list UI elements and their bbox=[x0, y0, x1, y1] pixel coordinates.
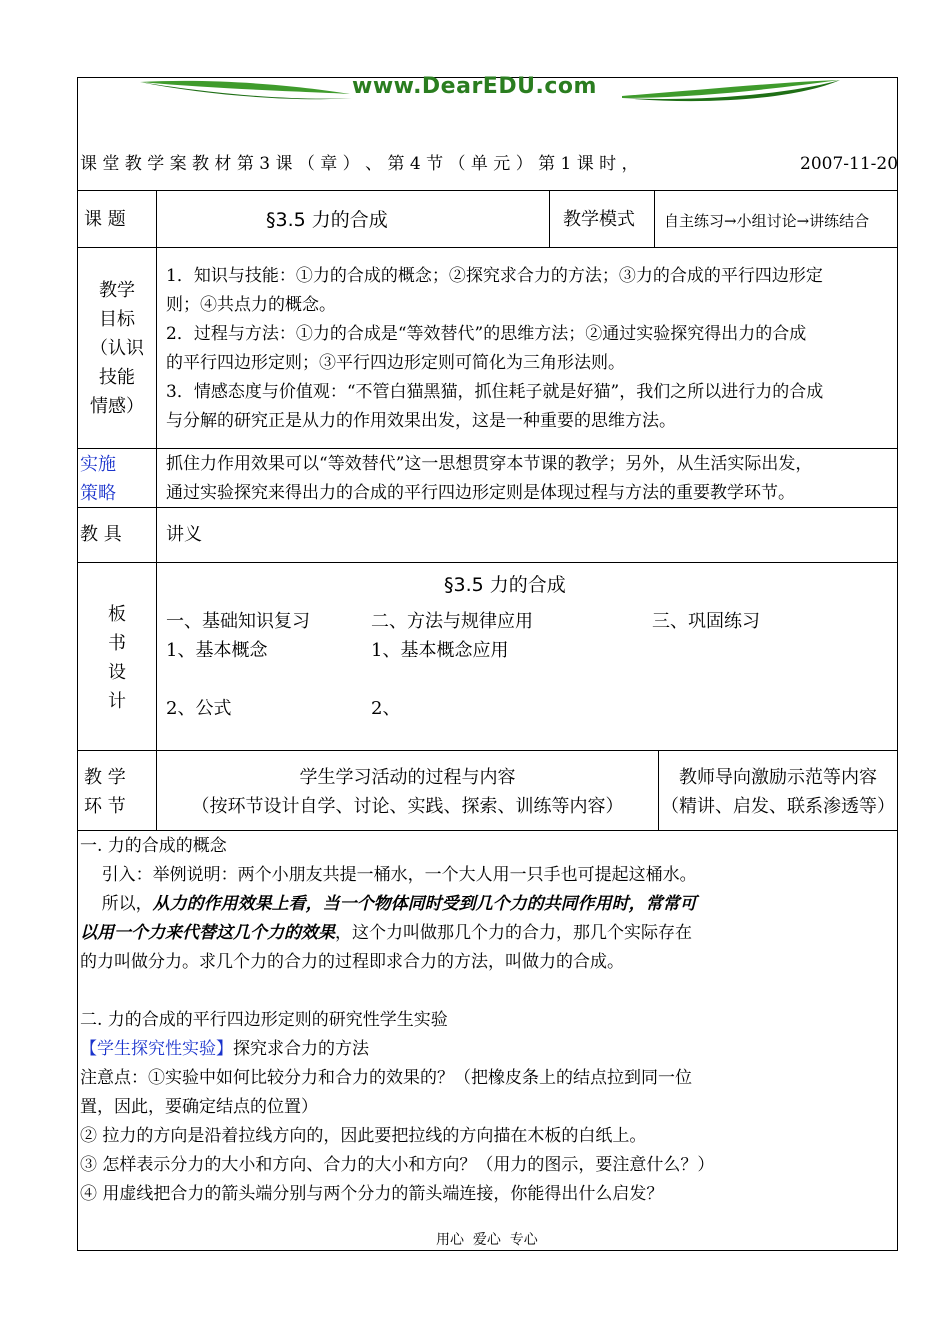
goals-line: 则；④共点力的概念。 bbox=[166, 295, 336, 315]
note-line: ④ 用虚线把合力的箭头端分别与两个分力的箭头端连接，你能得出什么启发？ bbox=[80, 1184, 664, 1204]
board-label-line: 板 bbox=[108, 604, 126, 625]
board-item: 三、巩固练习 bbox=[652, 611, 760, 632]
page-footer: 用心 爱心 专心 bbox=[436, 1232, 538, 1248]
board-col-1 bbox=[166, 607, 310, 723]
topic-label: 课 题 bbox=[84, 209, 126, 230]
section-1-intro: 引入：举例说明：两个小朋友共提一桶水，一个大人用一只手也可提起这桶水。 bbox=[80, 865, 697, 885]
board-label bbox=[78, 600, 156, 716]
board-label-line: 设 bbox=[108, 662, 126, 683]
goals-line: 1．知识与技能：①力的合成的概念；②探究求合力的方法；③力的合成的平行四边形定 bbox=[166, 266, 823, 286]
note-line: ② 拉力的方向是沿着拉线方向的，因此要把拉线的方向描在木板的白纸上。 bbox=[80, 1126, 647, 1146]
tools-label: 教 具 bbox=[80, 524, 122, 545]
row-divider bbox=[77, 448, 898, 449]
section-1-title: 一. 力的合成的概念 bbox=[80, 836, 227, 856]
row-divider bbox=[77, 750, 898, 751]
experiment-tag: 【学生探究性实验】 bbox=[80, 1039, 233, 1059]
section-1-paragraph-line bbox=[80, 919, 714, 948]
board-item: 1、基本概念 bbox=[166, 640, 268, 661]
goals-line: 2．过程与方法：①力的合成是“等效替代”的思维方法；②通过实验探究得出力的合成 bbox=[166, 324, 807, 344]
process-header-line: （精讲、启发、联系渗透等） bbox=[661, 796, 895, 817]
strategy-label-line[interactable]: 实施 bbox=[80, 454, 116, 475]
strategy-content bbox=[166, 450, 812, 508]
row-divider bbox=[77, 247, 898, 248]
row-divider bbox=[77, 562, 898, 563]
process-label bbox=[84, 763, 126, 821]
row-divider bbox=[77, 190, 898, 191]
body-content bbox=[80, 832, 714, 1209]
process-teacher-header bbox=[659, 763, 897, 821]
board-item: 2、 bbox=[371, 698, 401, 719]
teaching-mode-value: 自主练习→小组讨论→讲练结合 bbox=[664, 212, 870, 230]
emphasis-text: 从力的作用效果上看，当一个物体同时受到几个力的共同作用时，常常可 bbox=[152, 894, 697, 914]
board-item: 2、公式 bbox=[166, 698, 232, 719]
process-label-line: 环 节 bbox=[84, 796, 126, 817]
goals-label-line: （认识 bbox=[90, 338, 144, 359]
process-header-line: 教师导向激励示范等内容 bbox=[679, 767, 877, 788]
section-2-title: 二. 力的合成的平行四边形定则的研究性学生实验 bbox=[80, 1010, 448, 1030]
goals-content bbox=[166, 262, 823, 436]
board-item: 一、基础知识复习 bbox=[166, 611, 310, 632]
experiment-title: 探究求合力的方法 bbox=[233, 1039, 369, 1059]
goals-label bbox=[78, 276, 156, 421]
strategy-line: 通过实验探究来得出力的合成的平行四边形定则是体现过程与方法的重要教学环节。 bbox=[166, 483, 795, 503]
goals-label-line: 情感） bbox=[90, 396, 144, 417]
process-student-header bbox=[157, 763, 658, 821]
board-item: 二、方法与规律应用 bbox=[371, 611, 533, 632]
process-header-line: 学生学习活动的过程与内容 bbox=[299, 767, 516, 788]
goals-line: 的平行四边形定则；③平行四边形定则可简化为三角形法则。 bbox=[166, 353, 625, 373]
note-line: 置，因此，要确定结点的位置） bbox=[80, 1097, 318, 1117]
board-col-3 bbox=[652, 607, 760, 636]
goals-label-line: 教学 bbox=[99, 280, 135, 301]
goals-line: 与分解的研究正是从力的作用效果出发，这是一种重要的思维方法。 bbox=[166, 411, 676, 431]
section-1-paragraph-line bbox=[80, 890, 714, 919]
board-col-2 bbox=[371, 607, 533, 723]
strategy-line: 抓住力作用效果可以“等效替代”这一思想贯穿本节课的教学；另外，从生活实际出发， bbox=[166, 454, 813, 474]
section-1-paragraph-line: 的力叫做分力。求几个力的合力的过程即求合力的方法，叫做力的合成。 bbox=[80, 952, 624, 972]
goals-label-line: 技能 bbox=[99, 367, 135, 388]
col-divider bbox=[549, 190, 550, 248]
logo-text: www.DearEDU.com bbox=[352, 74, 597, 99]
paragraph-prefix: 所以， bbox=[80, 894, 153, 914]
process-label-line: 教 学 bbox=[84, 767, 126, 788]
strategy-label-line[interactable]: 策略 bbox=[80, 483, 116, 504]
note-line: 注意点：①实验中如何比较分力和合力的效果的？（把橡皮条上的结点拉到同一位 bbox=[80, 1068, 692, 1088]
col-divider bbox=[654, 190, 655, 248]
board-label-line: 书 bbox=[108, 633, 126, 654]
goals-line: 3．情感态度与价值观：“不管白猫黑猫，抓住耗子就是好猫”，我们之所以进行力的合成 bbox=[166, 382, 824, 402]
col-divider bbox=[156, 190, 157, 831]
section-2-experiment-line bbox=[80, 1035, 714, 1064]
table-right-border bbox=[897, 77, 898, 1251]
header-date: 2007-11-20 bbox=[800, 154, 899, 174]
goals-label-line: 目标 bbox=[99, 309, 135, 330]
strategy-label[interactable] bbox=[80, 450, 116, 508]
topic-title: §3.5 力的合成 bbox=[266, 209, 388, 231]
teaching-mode-label: 教学模式 bbox=[563, 209, 635, 230]
header-line: 课 堂 教 学 案 教 材 第 3 课 （ 章 ） 、 第 4 节 （ 单 元 ） 第 1 课 时 ， bbox=[80, 154, 639, 174]
tools-value: 讲义 bbox=[166, 524, 202, 545]
paragraph-text: ，这个力叫做那几个力的合力，那几个实际存在 bbox=[335, 923, 692, 943]
process-header-line: （按环节设计自学、讨论、实践、探索、训练等内容） bbox=[191, 796, 624, 817]
row-divider bbox=[77, 830, 898, 831]
board-item: 1、基本概念应用 bbox=[371, 640, 509, 661]
emphasis-text: 以用一个力来代替这几个力的效果 bbox=[80, 923, 335, 943]
board-title: §3.5 力的合成 bbox=[444, 574, 566, 596]
note-line: ③ 怎样表示分力的大小和方向、合力的大小和方向？（用力的图示，要注意什么？） bbox=[80, 1155, 715, 1175]
board-label-line: 计 bbox=[108, 691, 126, 712]
